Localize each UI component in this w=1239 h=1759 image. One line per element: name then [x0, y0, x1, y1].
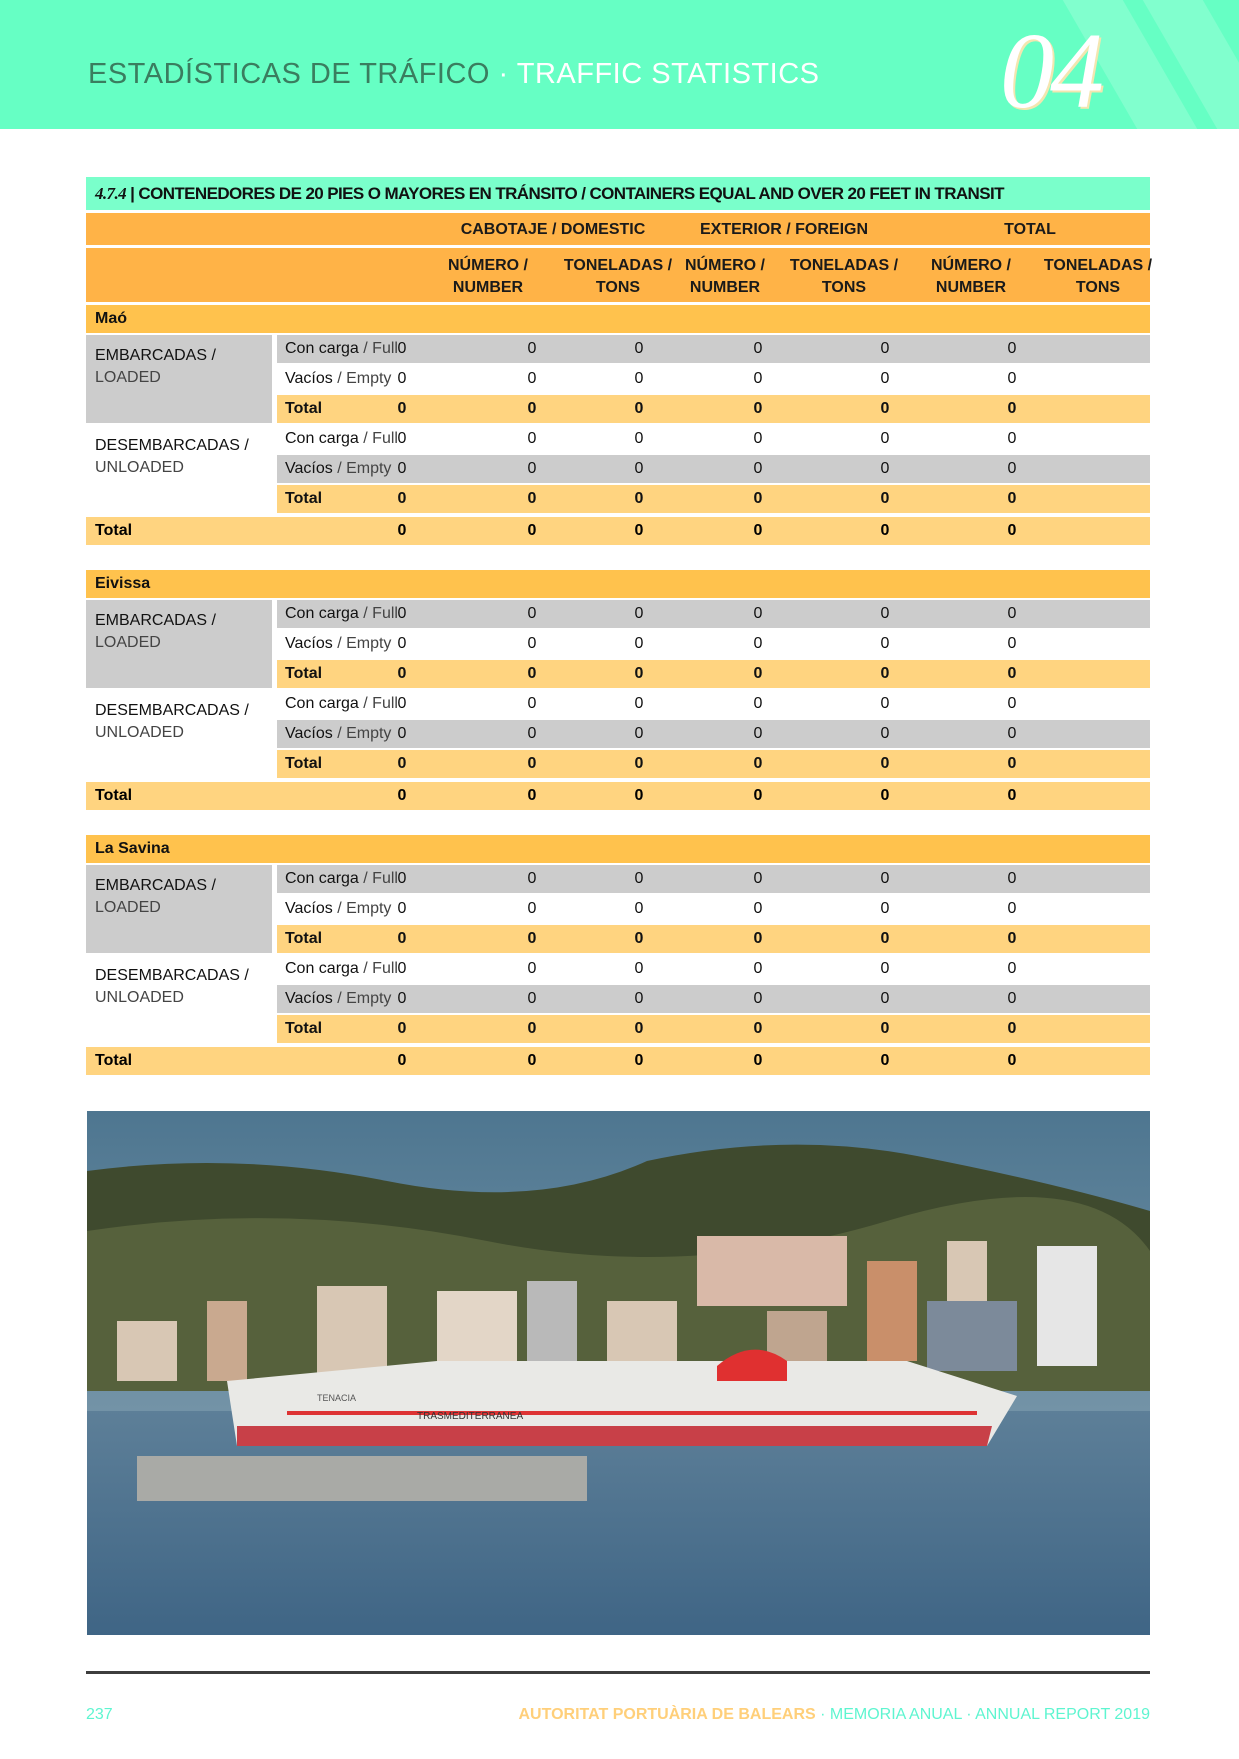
cell-value: 0 — [397, 960, 407, 977]
cell-value: 0 — [397, 755, 407, 772]
cell-value: 0 — [1007, 400, 1017, 417]
cell-value: 0 — [397, 725, 407, 742]
row-label — [277, 485, 1150, 513]
loaded-label-es: EMBARCADAS / — [95, 612, 216, 629]
full-label-es: Con carga — [285, 605, 359, 622]
cell-value: 0 — [397, 665, 407, 682]
cell-value: 0 — [634, 787, 644, 804]
table-row — [86, 690, 1150, 720]
cell-value: 0 — [1007, 340, 1017, 357]
cell-value: 0 — [1007, 605, 1017, 622]
movement-block — [86, 955, 1150, 1045]
full-label-en: / Full — [363, 960, 398, 977]
cell-value: 0 — [634, 605, 644, 622]
table-row — [86, 925, 1150, 955]
cell-value: 0 — [527, 725, 537, 742]
cell-value: 0 — [397, 400, 407, 417]
cell-value: 0 — [753, 522, 763, 539]
cell-value: 0 — [527, 370, 537, 387]
cell-value: 0 — [753, 725, 763, 742]
cell-value: 0 — [527, 900, 537, 917]
cell-value: 0 — [634, 430, 644, 447]
table-row — [86, 335, 1150, 365]
ship-name: TRASMEDITERRANEA — [417, 1411, 524, 1422]
row-label — [277, 630, 1150, 658]
cell-value: 0 — [753, 755, 763, 772]
section-spacer — [86, 545, 1150, 567]
cell-value: 0 — [1007, 522, 1017, 539]
empty-label-en: / Empty — [337, 725, 392, 742]
cell-value: 0 — [753, 870, 763, 887]
cell-value: 0 — [753, 340, 763, 357]
row-label — [277, 395, 1150, 423]
column-header: TONELADAS / TONS — [789, 257, 899, 296]
cell-value: 0 — [1007, 755, 1017, 772]
cell-value: 0 — [397, 1052, 407, 1069]
cell-value: 0 — [1007, 960, 1017, 977]
cell-value: 0 — [1007, 1020, 1017, 1037]
full-label-es: Con carga — [285, 695, 359, 712]
cell-value: 0 — [1007, 665, 1017, 682]
column-header: NÚMERO / NUMBER — [448, 257, 528, 296]
cell-value: 0 — [753, 787, 763, 804]
cell-value: 0 — [753, 635, 763, 652]
cell-value: 0 — [753, 605, 763, 622]
cell-value: 0 — [397, 340, 407, 357]
group-header-row — [86, 213, 1150, 245]
cell-value: 0 — [634, 522, 644, 539]
cell-value: 0 — [753, 990, 763, 1007]
row-label-total: Total — [285, 665, 323, 682]
cell-value: 0 — [397, 370, 407, 387]
table-number: 4.7.4 — [95, 184, 127, 203]
cell-value: 0 — [527, 665, 537, 682]
cell-value: 0 — [527, 990, 537, 1007]
cell-value: 0 — [880, 755, 890, 772]
cell-value: 0 — [753, 960, 763, 977]
table-row — [86, 395, 1150, 425]
cell-value: 0 — [527, 787, 537, 804]
cell-value: 0 — [634, 990, 644, 1007]
table-row — [86, 955, 1150, 985]
table-row — [86, 1015, 1150, 1045]
table-row — [86, 455, 1150, 485]
cell-value: 0 — [1007, 900, 1017, 917]
chapter-number: 04 — [1000, 12, 1100, 129]
cell-value: 0 — [634, 725, 644, 742]
cell-value: 0 — [753, 460, 763, 477]
movement-block — [86, 425, 1150, 515]
footer-report: · MEMORIA ANUAL · ANNUAL REPORT 2019 — [815, 1706, 1150, 1723]
table-title — [86, 177, 1150, 210]
row-label — [277, 865, 1150, 893]
cell-value: 0 — [880, 695, 890, 712]
cell-value: 0 — [880, 430, 890, 447]
full-label-es: Con carga — [285, 870, 359, 887]
cell-value: 0 — [880, 990, 890, 1007]
cell-value: 0 — [1007, 1052, 1017, 1069]
cell-value: 0 — [397, 787, 407, 804]
empty-label-en: / Empty — [337, 635, 392, 652]
cell-value: 0 — [634, 930, 644, 947]
loaded-label-es: EMBARCADAS / — [95, 347, 216, 364]
cell-value: 0 — [1007, 870, 1017, 887]
unloaded-label-en: UNLOADED — [95, 459, 184, 476]
row-label — [277, 895, 1150, 923]
column-header: NÚMERO / NUMBER — [685, 257, 765, 296]
row-label — [277, 335, 1150, 363]
row-label — [277, 600, 1150, 628]
table-row — [86, 865, 1150, 895]
page-header — [0, 0, 1239, 129]
cell-value: 0 — [397, 990, 407, 1007]
table-row — [86, 660, 1150, 690]
row-label — [277, 690, 1150, 718]
cell-value: 0 — [527, 960, 537, 977]
row-label — [277, 660, 1150, 688]
unloaded-label-es: DESEMBARCADAS / — [95, 967, 249, 984]
cell-value: 0 — [1007, 635, 1017, 652]
cell-value: 0 — [527, 522, 537, 539]
cell-value: 0 — [880, 400, 890, 417]
containers-transit-table — [86, 177, 1153, 1075]
row-label — [277, 720, 1150, 748]
table-row — [86, 720, 1150, 750]
cell-value: 0 — [634, 695, 644, 712]
cell-value: 0 — [527, 755, 537, 772]
cell-value: 0 — [397, 490, 407, 507]
ship-label: TENACIA — [317, 1393, 357, 1403]
movement-block — [86, 600, 1150, 690]
unloaded-label-es: DESEMBARCADAS / — [95, 702, 249, 719]
cell-value: 0 — [880, 725, 890, 742]
cell-value: 0 — [880, 370, 890, 387]
cell-value: 0 — [527, 870, 537, 887]
port-total-label: Total — [95, 522, 133, 539]
cell-value: 0 — [753, 695, 763, 712]
table-row — [86, 600, 1150, 630]
table-row — [86, 985, 1150, 1015]
port-photo — [87, 1111, 1150, 1635]
movement-block — [86, 865, 1150, 955]
cell-value: 0 — [880, 665, 890, 682]
row-label — [277, 925, 1150, 953]
cell-value: 0 — [880, 605, 890, 622]
cell-value: 0 — [753, 930, 763, 947]
full-label-en: / Full — [363, 340, 398, 357]
cell-value: 0 — [527, 400, 537, 417]
cell-value: 0 — [527, 605, 537, 622]
empty-label-es: Vacíos — [285, 725, 333, 742]
cell-value: 0 — [753, 665, 763, 682]
table-body — [86, 305, 1150, 1075]
full-label-es: Con carga — [285, 340, 359, 357]
cell-value: 0 — [634, 870, 644, 887]
cell-value: 0 — [397, 930, 407, 947]
cell-value: 0 — [1007, 460, 1017, 477]
cell-value: 0 — [1007, 695, 1017, 712]
table-row — [86, 895, 1150, 925]
footer-text — [518, 1706, 1150, 1724]
cell-value: 0 — [634, 635, 644, 652]
row-label-total: Total — [285, 930, 323, 947]
port-total-label: Total — [95, 1052, 133, 1069]
empty-label-es: Vacíos — [285, 370, 333, 387]
column-header-row — [86, 248, 1153, 302]
cell-value: 0 — [1007, 990, 1017, 1007]
cell-value: 0 — [1007, 490, 1017, 507]
full-label-en: / Full — [363, 695, 398, 712]
row-label — [277, 365, 1150, 393]
cell-value: 0 — [880, 490, 890, 507]
cell-value: 0 — [753, 430, 763, 447]
row-label — [277, 985, 1150, 1013]
column-header: NÚMERO / NUMBER — [931, 257, 1011, 296]
column-header: TONELADAS / TONS — [563, 257, 673, 296]
cell-value: 0 — [880, 522, 890, 539]
port-header: Eivissa — [86, 570, 1150, 598]
cell-value: 0 — [397, 460, 407, 477]
group-header: TOTAL — [1004, 221, 1056, 238]
empty-label-es: Vacíos — [285, 460, 333, 477]
section-spacer — [86, 810, 1150, 832]
loaded-label-en: LOADED — [95, 369, 161, 386]
port-total-row — [86, 1047, 1150, 1075]
port-header: Maó — [86, 305, 1150, 333]
cell-value: 0 — [753, 490, 763, 507]
cell-value: 0 — [527, 930, 537, 947]
table-row — [86, 365, 1150, 395]
row-label — [277, 455, 1150, 483]
row-label-total: Total — [285, 755, 323, 772]
table-title-text: | CONTENEDORES DE 20 PIES O MAYORES EN TRÁNSITO / CONTAINERS EQUAL AND OVER 20 FEET IN TRANSIT — [130, 184, 1004, 203]
group-header: EXTERIOR / FOREIGN — [699, 221, 869, 238]
title-es: ESTADÍSTICAS DE TRÁFICO — [88, 58, 490, 90]
cell-value: 0 — [880, 870, 890, 887]
row-label-total: Total — [285, 490, 323, 507]
page-number: 237 — [86, 1706, 113, 1723]
cell-value: 0 — [634, 665, 644, 682]
cell-value: 0 — [634, 370, 644, 387]
row-label-total: Total — [285, 400, 323, 417]
cell-value: 0 — [397, 430, 407, 447]
section-title — [88, 58, 820, 91]
full-label-en: / Full — [363, 870, 398, 887]
port-header: La Savina — [86, 835, 1150, 863]
movement-block — [86, 690, 1150, 780]
cell-value: 0 — [880, 1052, 890, 1069]
cell-value: 0 — [1007, 930, 1017, 947]
cell-value: 0 — [1007, 787, 1017, 804]
cell-value: 0 — [1007, 725, 1017, 742]
cell-value: 0 — [880, 960, 890, 977]
port-total-row — [86, 517, 1150, 545]
cell-value: 0 — [634, 400, 644, 417]
cell-value: 0 — [634, 900, 644, 917]
row-label — [277, 1015, 1150, 1043]
column-header: TONELADAS / TONS — [1043, 257, 1153, 296]
cell-value: 0 — [397, 635, 407, 652]
cell-value: 0 — [527, 460, 537, 477]
cell-value: 0 — [634, 490, 644, 507]
empty-label-es: Vacíos — [285, 900, 333, 917]
table-row — [86, 750, 1150, 780]
port-total-row — [86, 782, 1150, 810]
cell-value: 0 — [527, 1020, 537, 1037]
footer-rule — [86, 1671, 1150, 1674]
cell-value: 0 — [397, 605, 407, 622]
cell-value: 0 — [527, 490, 537, 507]
empty-label-es: Vacíos — [285, 635, 333, 652]
empty-label-es: Vacíos — [285, 990, 333, 1007]
title-en: TRAFFIC STATISTICS — [516, 58, 820, 90]
unloaded-label-en: UNLOADED — [95, 989, 184, 1006]
port-total-label: Total — [95, 787, 133, 804]
loaded-label-es: EMBARCADAS / — [95, 877, 216, 894]
table-row — [86, 630, 1150, 660]
full-label-en: / Full — [363, 430, 398, 447]
cell-value: 0 — [880, 787, 890, 804]
cell-value: 0 — [397, 522, 407, 539]
table-row — [86, 485, 1150, 515]
cell-value: 0 — [527, 635, 537, 652]
footer-org: AUTORITAT PORTUÀRIA DE BALEARS — [518, 1706, 816, 1723]
row-label-total: Total — [285, 1020, 323, 1037]
cell-value: 0 — [397, 900, 407, 917]
cell-value: 0 — [1007, 370, 1017, 387]
cell-value: 0 — [634, 1052, 644, 1069]
cell-value: 0 — [753, 1052, 763, 1069]
empty-label-en: / Empty — [337, 990, 392, 1007]
cell-value: 0 — [397, 695, 407, 712]
cell-value: 0 — [880, 1020, 890, 1037]
cell-value: 0 — [634, 340, 644, 357]
cell-value: 0 — [397, 870, 407, 887]
movement-block — [86, 335, 1150, 425]
empty-label-en: / Empty — [337, 370, 392, 387]
group-header: CABOTAJE / DOMESTIC — [460, 221, 646, 238]
unloaded-label-en: UNLOADED — [95, 724, 184, 741]
cell-value: 0 — [880, 460, 890, 477]
unloaded-label-es: DESEMBARCADAS / — [95, 437, 249, 454]
row-label — [277, 955, 1150, 983]
cell-value: 0 — [753, 370, 763, 387]
table-row — [86, 425, 1150, 455]
cell-value: 0 — [753, 400, 763, 417]
cell-value: 0 — [753, 900, 763, 917]
cell-value: 0 — [753, 1020, 763, 1037]
empty-label-en: / Empty — [337, 460, 392, 477]
cell-value: 0 — [634, 1020, 644, 1037]
full-label-es: Con carga — [285, 960, 359, 977]
cell-value: 0 — [527, 340, 537, 357]
loaded-label-en: LOADED — [95, 634, 161, 651]
title-separator: · — [489, 58, 517, 90]
cell-value: 0 — [634, 460, 644, 477]
cell-value: 0 — [527, 430, 537, 447]
cell-value: 0 — [880, 635, 890, 652]
cell-value: 0 — [527, 1052, 537, 1069]
full-label-en: / Full — [363, 605, 398, 622]
cell-value: 0 — [1007, 430, 1017, 447]
cell-value: 0 — [634, 755, 644, 772]
cell-value: 0 — [880, 340, 890, 357]
cell-value: 0 — [634, 960, 644, 977]
cell-value: 0 — [880, 900, 890, 917]
cell-value: 0 — [527, 695, 537, 712]
row-label — [277, 750, 1150, 778]
cell-value: 0 — [880, 930, 890, 947]
row-label — [277, 425, 1150, 453]
cell-value: 0 — [397, 1020, 407, 1037]
loaded-label-en: LOADED — [95, 899, 161, 916]
empty-label-en: / Empty — [337, 900, 392, 917]
full-label-es: Con carga — [285, 430, 359, 447]
